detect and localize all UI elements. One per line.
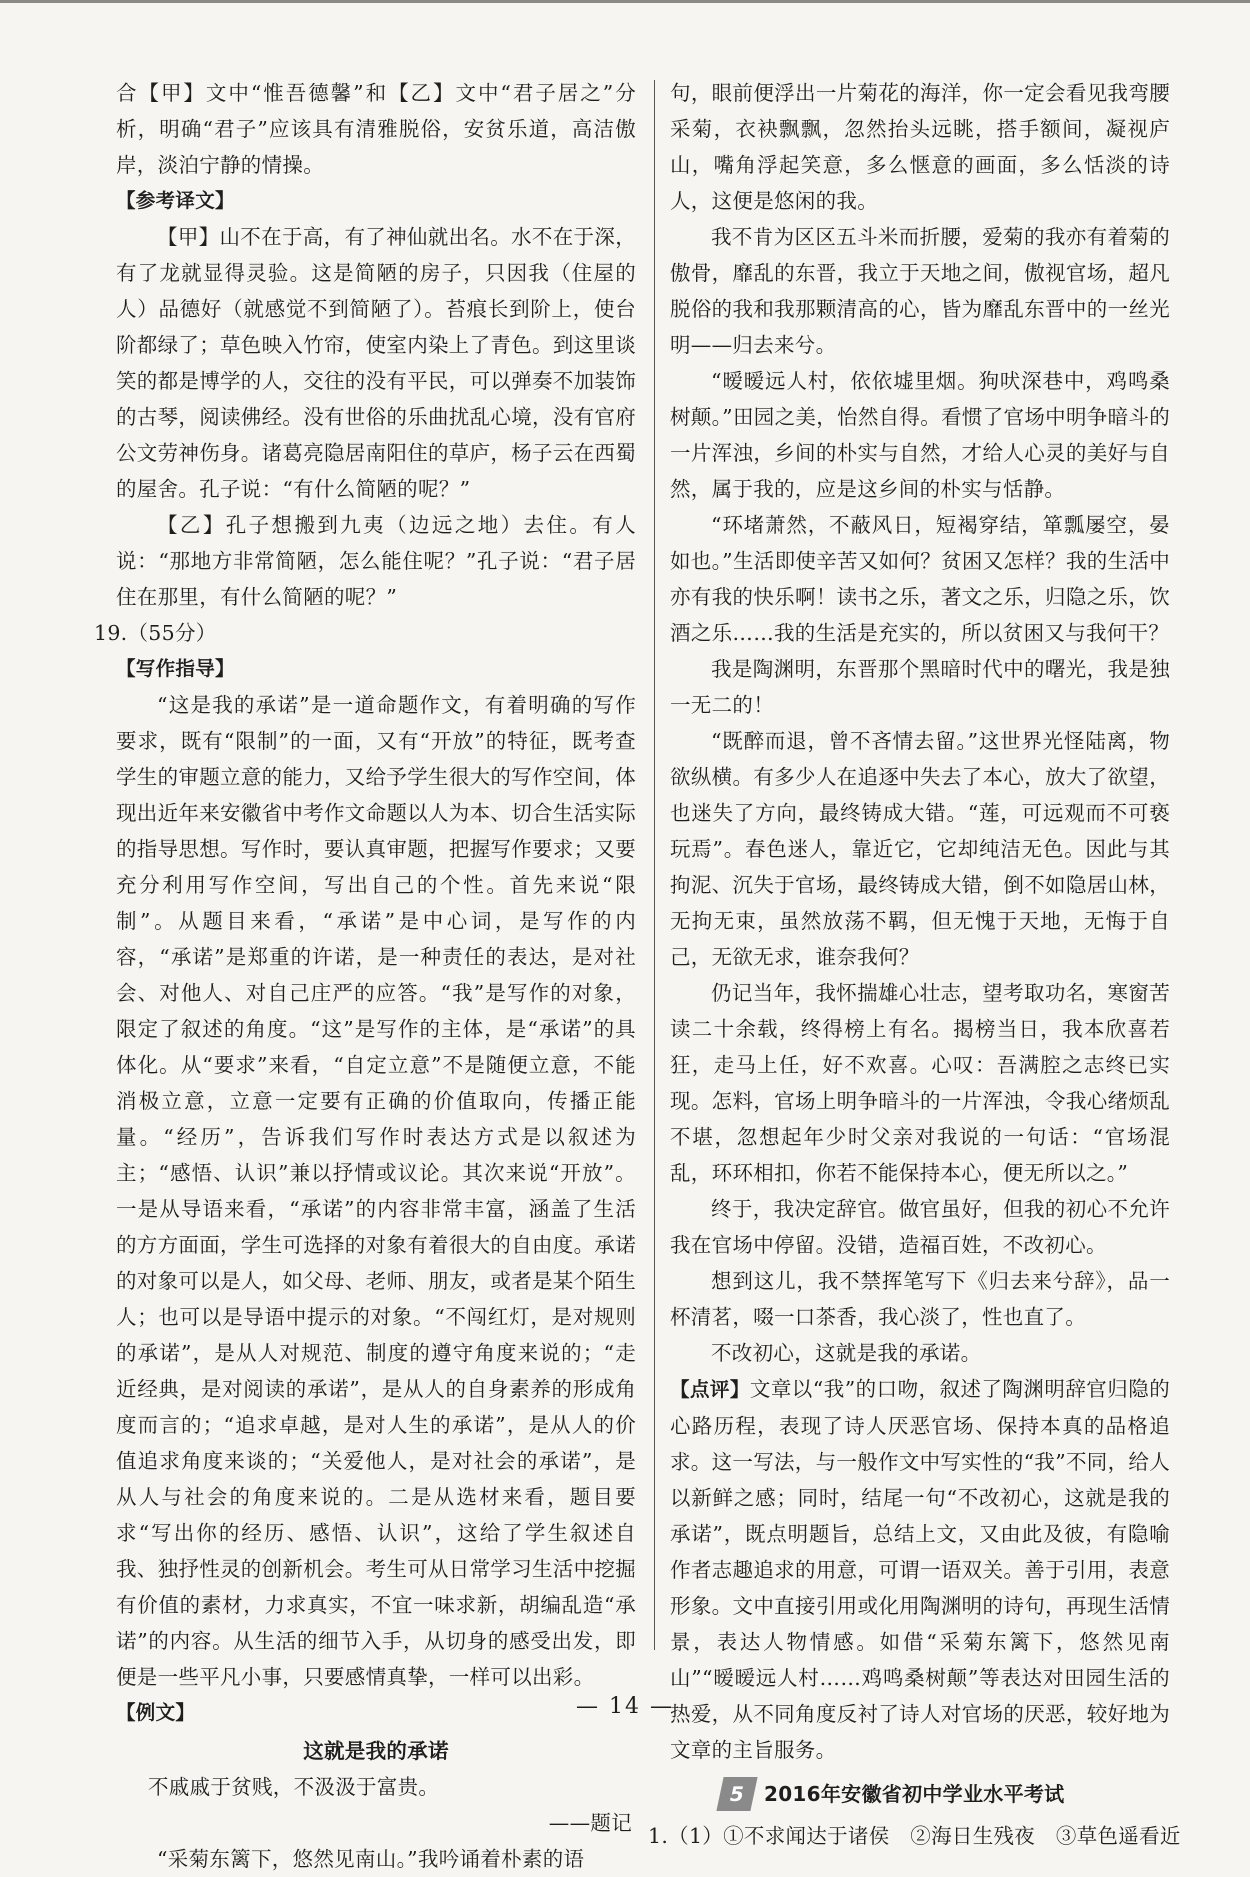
top-border bbox=[0, 0, 1250, 3]
essay-paragraph: 终于，我决定辞官。做官虽好，但我的初心不允许我在官场中停留。没错，造福百姓，不改初心。 bbox=[670, 1197, 1170, 1257]
essay-paragraph: 想到这儿，我不禁挥笔写下《归去来兮辞》，品一杯清茗，啜一口茶香，我心淡了，性也直了。 bbox=[670, 1269, 1170, 1329]
exam-section-header bbox=[720, 1776, 1170, 1812]
essay-epigraph: 不戚戚于贫贱，不汲汲于富贵。 bbox=[148, 1775, 440, 1799]
essay-paragraph: “环堵萧然，不蔽风日，短褐穿结，箪瓢屡空，晏如也。”生活即使辛苦又如何？贫困又怎样？我的生活中亦有我的快乐啊！读书之乐，著文之乐，归隐之乐，饮酒之乐……我的生活是充实的，所以贫困又与我何干？ bbox=[670, 513, 1170, 645]
exam-number-badge: 5 bbox=[716, 1777, 757, 1811]
essay-title: 这就是我的承诺 bbox=[303, 1739, 449, 1763]
essay-paragraph-continued: 句，眼前便浮出一片菊花的海洋，你一定会看见我弯腰采菊，衣袂飘飘，忽然抬头远眺，搭手额间，凝视庐山，嘴角浮起笑意，多么惬意的画面，多么恬淡的诗人，这便是悠闲的我。 bbox=[670, 81, 1170, 213]
comment-text: 文章以“我”的口吻，叙述了陶渊明辞官归隐的心路历程，表现了诗人厌恶官场、保持本真的品格追求。这一写法，与一般作文中写实性的“我”不同，给人以新鲜之感；同时，结尾一句“不改初心，这就是我的承诺”，既点明题旨，总结上文，又由此及彼，有隐喻作者志趣追求的用意，可谓一语双关。善于引用，表意形象。文中直接引用或化用陶渊明的诗句，再现生活情景，表达人物情感。如借“采菊东篱下，悠然见南山”“暧暧远人村……鸡鸣桑树颠”等表达对田园生活的热爱，从不同角度反衬了诗人对官场的厌恶，较好地为文章的主旨服务。 bbox=[670, 1377, 1170, 1762]
writing-guide-heading: 【写作指导】 bbox=[116, 657, 235, 680]
intro-paragraph: 合【甲】文中“惟吾德馨”和【乙】文中“君子居之”分析，明确“君子”应该具有清雅脱俗，安贫乐道，高洁傲岸，淡泊宁静的情操。 bbox=[116, 81, 636, 177]
reference-translation-heading: 【参考译文】 bbox=[116, 189, 235, 212]
essay-paragraph: “既醉而退，曾不吝情去留。”这世界光怪陆离，物欲纵横。有多少人在追逐中失去了本心，放大了欲望，也迷失了方向，最终铸成大错。“莲，可远观而不可亵玩焉”。春色迷人，靠近它，它却纯洁无色。因此与其拘泥、沉失于官场，最终铸成大错，倒不如隐居山林，无拘无束，虽然放荡不羁，但无愧于天地，无悔于自己，无欲无求，谁奈我何？ bbox=[670, 729, 1170, 969]
essay-paragraph: 仍记当年，我怀揣雄心壮志，望考取功名，寒窗苦读二十余载，终得榜上有名。揭榜当日，我本欣喜若狂，走马上任，好不欢喜。心叹：吾满腔之志终已实现。怎料，官场上明争暗斗的一片浑浊，令我心绪烦乱不堪，忽想起年少时父亲对我说的一句话：“官场混乱，环环相扣，你若不能保持本心，便无所以之。” bbox=[670, 981, 1170, 1185]
essay-opening: “采菊东篱下，悠然见南山。”我吟诵着朴素的语 bbox=[157, 1847, 585, 1871]
translation-yi: 【乙】孔子想搬到九夷（边远之地）去住。有人说：“那地方非常简陋，怎么能住呢？”孔子说：“君子居住在那里，有什么简陋的呢？” bbox=[116, 513, 636, 609]
answer-line: 1.（1）①不求闻达于诸侯 ②海日生残夜 ③草色遥看近 bbox=[648, 1824, 1181, 1848]
essay-paragraph: “暧暧远人村，依依墟里烟。狗吠深巷中，鸡鸣桑树颠。”田园之美，怡然自得。看惯了官场中明争暗斗的一片浑浊，乡间的朴实与自然，才给人心灵的美好与自然，属于我的，应是这乡间的朴实与恬静。 bbox=[670, 369, 1170, 501]
exam-title: 2016年安徽省初中学业水平考试 bbox=[764, 1782, 1065, 1806]
right-column bbox=[648, 75, 1181, 1854]
translation-jia: 【甲】山不在于高，有了神仙就出名。水不在于深，有了龙就显得灵验。这是简陋的房子，只因我（住屋的人）品德好（就感觉不到简陋了）。苔痕长到阶上，使台阶都绿了；草色映入竹帘，使室内染上了青色。到这里谈笑的都是博学的人，交往的没有平民，可以弹奏不加装饰的古琴，阅读佛经。没有世俗的乐曲扰乱心境，没有官府公文劳神伤身。诸葛亮隐居南阳住的草庐，杨子云在西蜀的屋舍。孔子说：“有什么简陋的呢？” bbox=[116, 225, 636, 501]
essay-conclusion: 不改初心，这就是我的承诺。 bbox=[711, 1341, 982, 1365]
essay-paragraph: 我是陶渊明，东晋那个黑暗时代中的曙光，我是独一无二的！ bbox=[670, 657, 1170, 717]
column-divider bbox=[654, 80, 655, 1650]
example-essay-heading: 【例文】 bbox=[116, 1701, 196, 1724]
page-number: — 14 — bbox=[576, 1694, 674, 1719]
question-19-label: 19.（55分） bbox=[94, 621, 217, 645]
left-column bbox=[94, 75, 636, 1877]
writing-guide-text: “这是我的承诺”是一道命题作文，有着明确的写作要求，既有“限制”的一面，又有“开放”的特征，既考查学生的审题立意的能力，又给予学生很大的写作空间，体现出近年来安徽省中考作文命题以人为本、切合生活实际的指导思想。写作时，要认真审题，把握写作要求；又要充分利用写作空间，写出自己的个性。首先来说“限制”。从题目来看，“承诺”是中心词，是写作的内容，“承诺”是郑重的许诺，是一种责任的表达，是对社会、对他人、对自己庄严的应答。“我”是写作的对象，限定了叙述的角度。“这”是写作的主体，是“承诺”的具体化。从“要求”来看，“自定立意”不是随便立意，不能消极立意，立意一定要有正确的价值取向，传播正能量。“经历”，告诉我们写作时表达方式是以叙述为主；“感悟、认识”兼以抒情或议论。其次来说“开放”。一是从导语来看，“承诺”的内容非常丰富，涵盖了生活的方方面面，学生可选择的对象有着很大的自由度。承诺的对象可以是人，如父母、老师、朋友，或者是某个陌生人；也可以是导语中提示的对象。“不闯红灯，是对规则的承诺”，是从人对规范、制度的遵守角度来说的；“走近经典，是对阅读的承诺”，是从人的自身素养的形成角度而言的；“追求卓越，是对人生的承诺”，是从人的价值追求角度来谈的；“关爱他人，是对社会的承诺”，是从人与社会的角度来说的。二是从选材来看，题目要求“写出你的经历、感悟、认识”，这给了学生叙述自我、独抒性灵的创新机会。考生可从日常学习生活中挖掘有价值的素材，力求真实，不宜一味求新，胡编乱造“承诺”的内容。从生活的细节入手，从切身的感受出发，即便是一些平凡小事，只要感情真挚，一样可以出彩。 bbox=[116, 693, 636, 1689]
epigraph-credit: ——题记 bbox=[548, 1811, 632, 1835]
comment-heading: 【点评】 bbox=[670, 1378, 750, 1401]
essay-paragraph: 我不肯为区区五斗米而折腰，爱菊的我亦有着菊的傲骨，靡乱的东晋，我立于天地之间，傲视官场，超凡脱俗的我和我那颗清高的心，皆为靡乱东晋中的一丝光明——归去来兮。 bbox=[670, 225, 1170, 357]
